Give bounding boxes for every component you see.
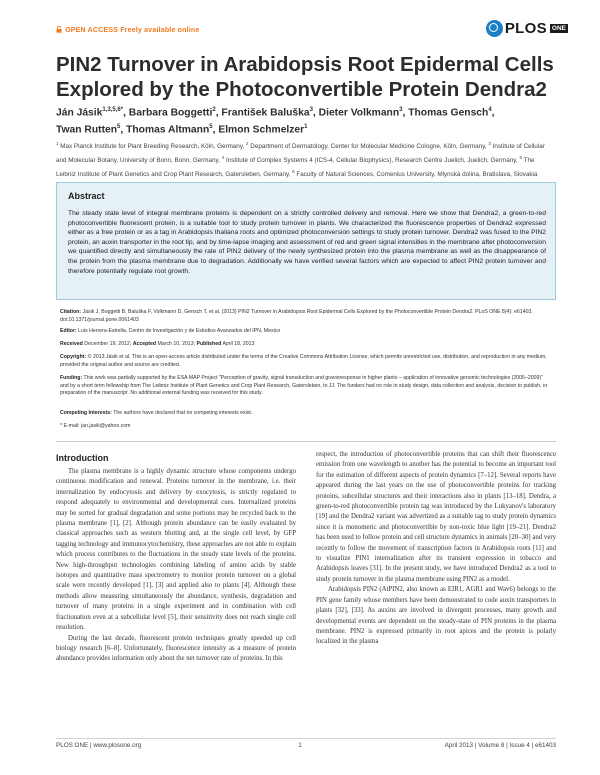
open-lock-icon [56, 26, 62, 33]
body-column-left [56, 467, 296, 665]
copyright [60, 354, 552, 369]
author-list: Ján Jásik$^{1,3,5,6*}$, Barbara Boggetti$^2$, František Baluška$^3$, Dieter Volkmann$^3$, Thomas Gensch$^4$, Twan Rutten$^5$, Thomas Altmann$^5$, Elmon Schmelzer$^1$ [56, 107, 495, 136]
email-label: * E-mail: [60, 423, 80, 429]
author-affil-ref: 1,3,5,6* [102, 107, 124, 113]
author-affil-ref: 3 [399, 107, 403, 113]
citation-text: Jásik J, Boggetti B, Baluška F, Volkmann D, Gensch T, et al. (2013) PIN2 Turnover in Arabidopsis Root Epidermal Cells Explored by the Photoconvertible Protein Dendra2. PLoS ONE 8(4): e61403. doi:10.1371/journal.pone.0061403 [60, 309, 533, 323]
author-affil-ref: 3 [309, 107, 313, 113]
published-label: Published [196, 341, 222, 347]
author-affil-ref: 5 [209, 124, 213, 131]
journal-logo [486, 18, 568, 38]
affiliation: Max Planck Institute for Plant Breeding Research, Köln, Germany, [60, 143, 245, 151]
dates [60, 341, 552, 349]
affiliation: Institute of Cellular and Molecular Botany, University of Bonn, Bonn, Germany, [56, 143, 545, 165]
editor-label: Editor: [60, 328, 77, 334]
funding-text: This work was partially supported by the ESA MAP Project "Perception of gravity, signal transduction and gravioresponse in higher plants – application of innovative genomic technologies (2005–2009)" and by a short term fellowship from The Leibniz Institute of Plant Genetics and Crop Plant Research, Gatersleben, to JJ. The funders had no role in study design, data collection and analysis, decision to publish, or preparation of the manuscript. No additional external funding was received for this study. [60, 375, 548, 397]
paragraph: Arabidopsis PIN2 (AtPIN2, also known as EIR1, AGR1 and Wav6) belongs to the PIN gene family whose members have been demonstrated to code auxin transporters in plants [32], [33]. As auxins are involved in divergent processes, many growth and developmental events are dependent on the steady-state of PIN proteins in the plasma membrane. PIN2 is expressed primarily in root apices and the protein is polarly localized in the plasma [316, 586, 556, 646]
copyright-text: © 2013 Jásik et al. This is an open-access article distributed under the terms of the Creative Commons Attribution License, which permits unrestricted use, distribution, and reproduction in any medium, provided the original author and source are credited. [60, 354, 547, 368]
author-name: Elmon Schmelzer [218, 124, 305, 136]
affil-number: 4 [221, 155, 225, 161]
abstract-heading: Abstract [68, 191, 105, 201]
affil-number: 3 [488, 141, 491, 146]
competing-label: Competing Interests: [60, 410, 112, 416]
author-name: Thomas Altmann [126, 124, 210, 136]
affiliation: Faculty of Natural Sciences, Comenius University, Mlynská dolina, Bratislava, Slovakia [296, 171, 538, 179]
affil-number: 6 [292, 169, 295, 175]
footer-issue: April 2013 | Volume 8 | Issue 4 | e61403 [444, 742, 556, 749]
affil-number: 5 [519, 155, 522, 161]
author-affil-ref: 2 [212, 107, 216, 113]
paragraph: During the last decade, fluorescent protein techniques greatly speeded up cell biology research [6–8]. Unfortunately, fluorescence intensity as a measure of protein abundance provides information only about the net turnover rate of proteins. In this [56, 634, 296, 663]
published-date: April 18, 2013 [222, 341, 255, 347]
footer-journal[interactable]: PLOS ONE | www.plosone.org [56, 742, 142, 749]
citation [60, 309, 552, 324]
editor [60, 328, 552, 336]
section-divider [56, 441, 556, 442]
open-access-banner [56, 26, 200, 34]
affiliation: Department of Dermatology, Center for Molecular Medicine Cologne, Köln, Germany, [250, 143, 487, 151]
open-access-label: OPEN ACCESS Freely available online [65, 27, 200, 34]
author-name: Ján Jásik [56, 107, 103, 119]
email-address[interactable]: jan.jasik@yahoo.com [81, 423, 131, 429]
affiliations [56, 138, 556, 180]
author-affil-ref: 4 [488, 107, 492, 113]
email [60, 423, 552, 431]
author-name: Twan Rutten [56, 124, 118, 136]
author-affil-ref: 1 [304, 124, 308, 131]
competing-interests [60, 410, 552, 418]
paragraph: The plasma membrane is a highly dynamic structure whose components undergo continuous modification and renewal. Proteins turnover in the membrane, i.e. their internalization by endocytosis and delivery by exocytosis, is strictly regulated to respond adequately to environmental and developmental cues. Internalized proteins may be sorted for gradual degradation and some portions may be recycled back to the plasma membrane [1], [2]. Although protein abundance can be easily evaluated by classical approaches such as western blotting and, at the single cell level, by GFP tagging technology and immunocytochemistry, these approaches are not able to explain which process contributes to the fluctuations in the steady state levels of the proteins. New high-throughput technologies combining labeling of amino acids by stable isotopes and quantitative mass spectrometry to monitor protein turnover on a global scale were recently developed [1], [3] and applied also to plants [4]. Although these methods allow measuring simultaneously the abundance, synthesis, degradation and turnover of many proteins in a single experiment and in combination with cell fractionation even at a subcellular level [5], their sensitivity does not reach single cell resolution. [56, 468, 296, 632]
author-name: Thomas Gensch [408, 107, 489, 119]
received-date: December 19, 2012; [84, 341, 132, 347]
footer-divider [56, 738, 556, 739]
affiliation: Institute of Complex Systems 4 (ICS-4, Cellular Biophysics), Research Centre Juelich, Juelich, Germany, [225, 157, 518, 165]
author-name: Barbara Boggetti [128, 107, 213, 119]
competing-text: The authors have declared that no competing interests exist. [113, 410, 253, 416]
introduction-heading: Introduction [56, 453, 109, 463]
abstract-text: The steady state level of integral membrane proteins is dependent on a strictly controlled delivery and removal. Here we show that Dendra2, a green-to-red photoconvertible fluorescent protein, is a suitable tool to study protein turnover in plants. We characterized the fluorescence properties of Dendra2 expressed either as a free protein or as a tag in Arabidopsis thaliana roots and optimized photoconversion settings to study protein turnover. Dendra2 was fused to the PIN2 protein, an auxin transporter in the root tip, and by time-lapse imaging and assessment of red and green signal intensities in the membrane after photoconversion we quantified directly and simultaneously the rate of PIN2 delivery of the newly synthesized protein into the plasma membrane as well as the disappearance of the protein from the plasma membrane due to degradation. Additionally we have verified several factors which are expected to affect PIN2 protein turnover and therefore potentially regulate root growth. [68, 210, 546, 275]
author-name: Dieter Volkmann [318, 107, 400, 119]
accepted-date: March 10, 2013; [157, 341, 196, 347]
citation-label: Citation: [60, 309, 82, 315]
funding-label: Funding: [60, 375, 83, 381]
copyright-label: Copyright: [60, 354, 87, 360]
affil-number: 1 [56, 141, 59, 146]
author-affil-ref: 5 [117, 124, 121, 131]
paragraph: respect, the introduction of photoconvertible proteins that can shift their fluorescence emission from one wavelength to another has the potential to become an important tool for the estimation of different aspects of protein dynamics [7–12]. Several reports have appeared during the last years on the use of photoconvertible proteins for tracking proteins, subcellular structures and their interactions also in plants [13–18]. Dendra, a green-to-red photoconvertible protein tag was introduced by the Lukyanov's laboratory [19] and the Dendra2 variant was advertized as a suitable tag to study protein dynamics since it is monomeric and photoconvertible by non-toxic blue light [19–21]. Dendra2 has been used to follow protein and cell structure dynamics in animals [20–30] and very recently to follow the movement of transcription factors in Arabidopsis roots [11] and to visualize PIN1 internalization after its transient expression in tobacco and Arabidopsis leaves [31]. In the present study, we have introduced Dendra2 as a tool to study protein turnover in the plasma membrane using PIN2 as a model. [316, 451, 556, 583]
author-name: František Baluška [221, 107, 310, 119]
body-column-right [316, 450, 556, 648]
affiliation: The Leibniz Institute of Plant Genetics and Crop Plant Research, Gatersleben, Germany, [56, 157, 535, 179]
journal-logo-sub: ONE [551, 24, 566, 32]
accepted-label: Accepted [132, 341, 157, 347]
received-label: Received [60, 341, 83, 347]
journal-logo-text: PLOS [504, 19, 547, 37]
affil-number: 2 [246, 141, 249, 146]
plos-logo-icon [486, 20, 503, 37]
article-title: PIN2 Turnover in Arabidopsis Root Epidermal Cells Explored by the Photoconvertible Protein Dendra2 [56, 53, 554, 101]
funding [60, 375, 552, 398]
editor-text: Luis Herrera-Estrella, Centro de Investigación y de Estudios Avanzados del IPN, Mexico [78, 328, 281, 334]
page-number: 1 [298, 742, 302, 749]
